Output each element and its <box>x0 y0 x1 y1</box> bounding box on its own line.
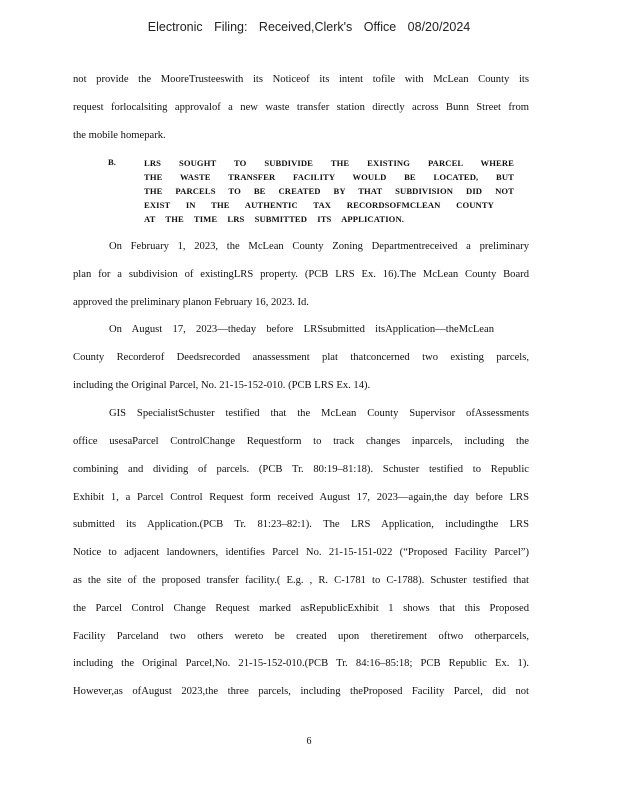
body-line: the Parcel Control Change Request marked asRepublicExhibit 1 shows that this Proposed <box>73 603 529 614</box>
body-line: plan for a subdivision of existingLRS property. (PCB LRS Ex. 16).The McLean County Board <box>73 269 529 280</box>
body-line: County Recorderof Deedsrecorded anassessment plat thatconcerned two existing parcels, <box>73 352 529 363</box>
body-line: On August 17, 2023—theday before LRSsubmitted itsApplication—theMcLean <box>109 324 494 335</box>
heading-marker: B. <box>108 157 116 167</box>
body-line: However,as ofAugust 2023,the three parcels, including theProposed Facility Parcel, did not <box>73 686 529 697</box>
body-line: including the Original Parcel, No. 21-15-152-010. (PCB LRS Ex. 14). <box>73 380 371 391</box>
body-line: Facility Parceland two others wereto be created upon theretirement oftwo otherparcels, <box>73 631 529 642</box>
body-line: office usesaParcel ControlChange Requestform to track changes inparcels, including the <box>73 436 529 447</box>
body-line: Notice to adjacent landowners, identifies Parcel No. 21-15-151-022 (“Proposed Facility Parcel”) <box>73 547 529 558</box>
body-line: submitted its Application.(PCB Tr. 81:23–82:1). The LRS Application, includingthe LRS <box>73 519 529 530</box>
body-line: request forlocalsiting approvalof a new waste transfer station directly across Bunn Street from <box>73 102 529 113</box>
body-line: Exhibit 1, a Parcel Control Request form received August 17, 2023—again,the day before LRS <box>73 492 529 503</box>
heading-line: EXIST IN THE AUTHENTIC TAX RECORDSOFMCLEAN COUNTY <box>144 200 494 210</box>
filing-stamp-header: Electronic Filing: Received,Clerk's Office 08/20/2024 <box>147 20 471 34</box>
page-number: 6 <box>306 736 312 747</box>
body-line: GIS SpecialistSchuster testified that the McLean County Supervisor ofAssessments <box>109 408 529 419</box>
heading-line: THE PARCELS TO BE CREATED BY THAT SUBDIVISION DID NOT <box>144 186 514 196</box>
body-line: not provide the MooreTrusteeswith its Noticeof its intent tofile with McLean County its <box>73 74 529 85</box>
body-line: the mobile homepark. <box>73 130 166 141</box>
heading-line: LRS SOUGHT TO SUBDIVIDE THE EXISTING PARCEL WHERE <box>144 158 514 168</box>
heading-line: THE WASTE TRANSFER FACILITY WOULD BE LOCATED, BUT <box>144 172 514 182</box>
body-line: approved the preliminary planon February 16, 2023. Id. <box>73 297 309 308</box>
body-line: including the Original Parcel,No. 21-15-152-010.(PCB Tr. 84:16–85:18; PCB Republic Ex. 1). <box>73 658 529 669</box>
heading-line: AT THE TIME LRS SUBMITTED ITS APPLICATION. <box>144 214 404 224</box>
body-line: combining and dividing of parcels. (PCB Tr. 80:19–81:18). Schuster testified to Republic <box>73 464 529 475</box>
body-line: On February 1, 2023, the McLean County Zoning Departmentreceived a preliminary <box>109 241 529 252</box>
body-line: as the site of the proposed transfer facility.( E.g. , R. C-1781 to C-1788). Schuster testified that <box>73 575 529 586</box>
